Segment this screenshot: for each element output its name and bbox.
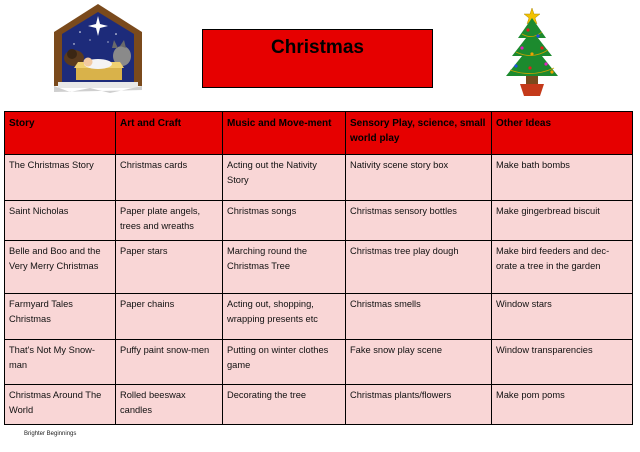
table-cell: Puffy paint snow-men	[116, 340, 223, 385]
column-header-other-ideas: Other Ideas	[492, 112, 633, 155]
table-cell: Christmas Around The World	[5, 385, 116, 425]
table-cell: Make pom poms	[492, 385, 633, 425]
footer-text: Brighter Beginnings	[24, 431, 77, 437]
table-cell: Christmas smells	[346, 294, 492, 340]
table-cell: Paper plate angels, trees and wreaths	[116, 201, 223, 241]
table-cell: Christmas cards	[116, 155, 223, 201]
table-cell: Nativity scene story box	[346, 155, 492, 201]
table-cell: Acting out the Nativity Story	[223, 155, 346, 201]
table-row	[5, 385, 633, 425]
column-header-story: Story	[5, 112, 116, 155]
table-cell: Saint Nicholas	[5, 201, 116, 241]
table-cell: Paper chains	[116, 294, 223, 340]
table-row	[5, 155, 633, 201]
table-cell: Christmas tree play dough	[346, 241, 492, 294]
table-cell: That's Not My Snow-man	[5, 340, 116, 385]
table-cell: Decorating the tree	[223, 385, 346, 425]
table-cell: Make bath bombs	[492, 155, 633, 201]
table-cell: Make gingerbread biscuit	[492, 201, 633, 241]
table-cell: Marching round the Christmas Tree	[223, 241, 346, 294]
column-header-music-and-movement: Music and Move-ment	[223, 112, 346, 155]
table-cell: Window transparencies	[492, 340, 633, 385]
table-cell: Christmas sensory bottles	[346, 201, 492, 241]
table-cell: Belle and Boo and the Very Merry Christmas	[5, 241, 116, 294]
table-cell: Make bird feeders and dec-orate a tree in the garden	[492, 241, 633, 294]
table-cell: Christmas songs	[223, 201, 346, 241]
table-header-row	[5, 112, 633, 155]
table-cell: Acting out, shopping, wrapping presents etc	[223, 294, 346, 340]
activity-table	[4, 111, 633, 425]
table-cell: Fake snow play scene	[346, 340, 492, 385]
column-header-sensory-play: Sensory Play, science, small world play	[346, 112, 492, 155]
table-cell: The Christmas Story	[5, 155, 116, 201]
table-cell: Putting on winter clothes game	[223, 340, 346, 385]
christmas-tree-icon	[492, 4, 572, 100]
page-title: Christmas	[271, 36, 364, 58]
table-cell: Christmas plants/flowers	[346, 385, 492, 425]
table-cell: Paper stars	[116, 241, 223, 294]
table-row	[5, 340, 633, 385]
nativity-scene-icon	[50, 2, 146, 98]
table-row	[5, 294, 633, 340]
table-cell: Farmyard Tales Christmas	[5, 294, 116, 340]
table-cell: Window stars	[492, 294, 633, 340]
column-header-art-and-craft: Art and Craft	[116, 112, 223, 155]
table-row	[5, 201, 633, 241]
table-cell: Rolled beeswax candles	[116, 385, 223, 425]
table-row	[5, 241, 633, 294]
title-box	[202, 29, 433, 88]
